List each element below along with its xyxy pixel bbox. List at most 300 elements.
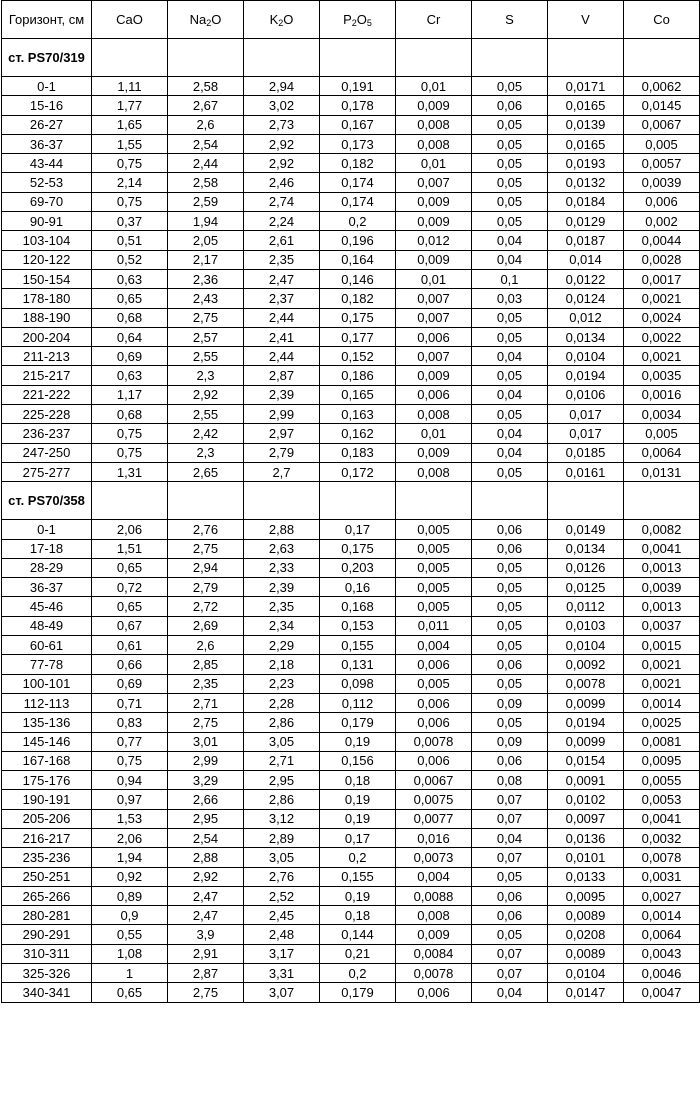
cell-horizon: 15-16	[2, 96, 92, 115]
table-row	[2, 308, 700, 327]
cell-k2o: 2,34	[244, 616, 320, 635]
cell-s: 0,05	[472, 192, 548, 211]
cell-p2o5: 0,16	[320, 578, 396, 597]
cell-p2o5: 0,19	[320, 809, 396, 828]
cell-v: 0,0099	[548, 693, 624, 712]
cell-cr: 0,011	[396, 616, 472, 635]
table-row	[2, 655, 700, 674]
cell-horizon: 45-46	[2, 597, 92, 616]
cell-co: 0,0022	[624, 327, 700, 346]
cell-cr: 0,009	[396, 212, 472, 231]
table-row	[2, 115, 700, 134]
cell-p2o5: 0,182	[320, 289, 396, 308]
cell-k2o: 2,73	[244, 115, 320, 134]
table-row	[2, 250, 700, 269]
cell-na2o: 2,3	[168, 366, 244, 385]
table-body	[2, 39, 700, 1003]
cell-cr: 0,007	[396, 289, 472, 308]
cell-s: 0,06	[472, 751, 548, 770]
cell-horizon: 69-70	[2, 192, 92, 211]
cell-co: 0,0021	[624, 347, 700, 366]
table-row	[2, 77, 700, 96]
cell-horizon: 167-168	[2, 751, 92, 770]
cell-horizon: 28-29	[2, 558, 92, 577]
cell-horizon: 178-180	[2, 289, 92, 308]
cell-k2o: 3,17	[244, 944, 320, 963]
cell-na2o: 2,42	[168, 424, 244, 443]
table-row	[2, 289, 700, 308]
cell-cr: 0,008	[396, 462, 472, 481]
cell-v: 0,0125	[548, 578, 624, 597]
table-row	[2, 558, 700, 577]
cell-p2o5: 0,112	[320, 693, 396, 712]
cell-na2o: 3,01	[168, 732, 244, 751]
cell-cao: 1	[92, 964, 168, 983]
cell-cao: 2,14	[92, 173, 168, 192]
cell-cr: 0,007	[396, 347, 472, 366]
cell-cr: 0,0073	[396, 848, 472, 867]
station-empty-cell	[244, 39, 320, 77]
cell-p2o5: 0,17	[320, 520, 396, 539]
cell-k2o: 2,86	[244, 713, 320, 732]
table-row	[2, 192, 700, 211]
table-row	[2, 809, 700, 828]
header-na2o-sub: 2	[206, 18, 212, 28]
cell-horizon: 190-191	[2, 790, 92, 809]
cell-na2o: 2,79	[168, 578, 244, 597]
cell-p2o5: 0,178	[320, 96, 396, 115]
cell-p2o5: 0,191	[320, 77, 396, 96]
table-row	[2, 693, 700, 712]
header-k2o-sub: 2	[278, 18, 284, 28]
station-empty-cell	[472, 39, 548, 77]
table-row	[2, 925, 700, 944]
cell-k2o: 2,86	[244, 790, 320, 809]
table-row	[2, 578, 700, 597]
table-row	[2, 828, 700, 847]
cell-s: 0,05	[472, 366, 548, 385]
station-empty-cell	[548, 482, 624, 520]
table-row	[2, 886, 700, 905]
cell-p2o5: 0,163	[320, 405, 396, 424]
cell-co: 0,0015	[624, 636, 700, 655]
cell-p2o5: 0,19	[320, 790, 396, 809]
cell-co: 0,0067	[624, 115, 700, 134]
cell-cao: 0,52	[92, 250, 168, 269]
cell-co: 0,0032	[624, 828, 700, 847]
cell-cao: 0,97	[92, 790, 168, 809]
cell-s: 0,05	[472, 597, 548, 616]
cell-co: 0,0031	[624, 867, 700, 886]
table-row	[2, 906, 700, 925]
cell-horizon: 265-266	[2, 886, 92, 905]
cell-k2o: 2,71	[244, 751, 320, 770]
cell-co: 0,0039	[624, 173, 700, 192]
header-v: V	[548, 1, 624, 39]
cell-k2o: 2,44	[244, 347, 320, 366]
cell-p2o5: 0,2	[320, 212, 396, 231]
cell-k2o: 2,61	[244, 231, 320, 250]
cell-na2o: 2,54	[168, 828, 244, 847]
table-row	[2, 713, 700, 732]
cell-v: 0,0165	[548, 134, 624, 153]
cell-co: 0,0017	[624, 269, 700, 288]
header-p2o5	[320, 1, 396, 39]
cell-cr: 0,006	[396, 713, 472, 732]
header-horizon: Горизонт, см	[2, 1, 92, 39]
cell-cao: 0,65	[92, 983, 168, 1002]
cell-cao: 0,69	[92, 674, 168, 693]
cell-v: 0,0091	[548, 771, 624, 790]
cell-k2o: 2,44	[244, 308, 320, 327]
cell-cao: 0,63	[92, 366, 168, 385]
cell-k2o: 2,35	[244, 250, 320, 269]
cell-p2o5: 0,203	[320, 558, 396, 577]
table-row	[2, 539, 700, 558]
cell-s: 0,07	[472, 848, 548, 867]
cell-cr: 0,009	[396, 96, 472, 115]
cell-p2o5: 0,21	[320, 944, 396, 963]
cell-cr: 0,005	[396, 520, 472, 539]
table-row	[2, 327, 700, 346]
cell-cao: 0,51	[92, 231, 168, 250]
cell-cr: 0,006	[396, 693, 472, 712]
cell-horizon: 221-222	[2, 385, 92, 404]
cell-cao: 2,06	[92, 828, 168, 847]
cell-na2o: 2,92	[168, 867, 244, 886]
cell-na2o: 2,87	[168, 964, 244, 983]
table-row	[2, 212, 700, 231]
cell-cr: 0,012	[396, 231, 472, 250]
cell-v: 0,0097	[548, 809, 624, 828]
cell-s: 0,05	[472, 212, 548, 231]
cell-co: 0,0145	[624, 96, 700, 115]
cell-cr: 0,009	[396, 366, 472, 385]
cell-cao: 1,51	[92, 539, 168, 558]
cell-na2o: 2,75	[168, 308, 244, 327]
header-cr: Cr	[396, 1, 472, 39]
cell-s: 0,05	[472, 462, 548, 481]
cell-cao: 0,65	[92, 289, 168, 308]
cell-k2o: 2,29	[244, 636, 320, 655]
cell-s: 0,05	[472, 173, 548, 192]
cell-co: 0,0053	[624, 790, 700, 809]
cell-k2o: 2,28	[244, 693, 320, 712]
table-row	[2, 366, 700, 385]
table-row	[2, 616, 700, 635]
cell-v: 0,0134	[548, 327, 624, 346]
cell-na2o: 2,47	[168, 906, 244, 925]
header-na2o	[168, 1, 244, 39]
cell-s: 0,05	[472, 867, 548, 886]
header-row	[2, 1, 700, 39]
station-row	[2, 482, 700, 520]
cell-p2o5: 0,19	[320, 732, 396, 751]
cell-na2o: 2,55	[168, 405, 244, 424]
table-row	[2, 944, 700, 963]
cell-co: 0,005	[624, 134, 700, 153]
cell-k2o: 2,45	[244, 906, 320, 925]
cell-v: 0,0103	[548, 616, 624, 635]
cell-co: 0,0064	[624, 443, 700, 462]
cell-v: 0,0185	[548, 443, 624, 462]
cell-cr: 0,008	[396, 134, 472, 153]
cell-k2o: 2,74	[244, 192, 320, 211]
cell-horizon: 0-1	[2, 77, 92, 96]
cell-v: 0,0092	[548, 655, 624, 674]
cell-cr: 0,007	[396, 308, 472, 327]
cell-na2o: 2,6	[168, 115, 244, 134]
cell-v: 0,014	[548, 250, 624, 269]
cell-co: 0,0055	[624, 771, 700, 790]
cell-co: 0,002	[624, 212, 700, 231]
cell-na2o: 2,66	[168, 790, 244, 809]
cell-cr: 0,0078	[396, 964, 472, 983]
cell-na2o: 2,75	[168, 983, 244, 1002]
cell-v: 0,0101	[548, 848, 624, 867]
cell-co: 0,0021	[624, 674, 700, 693]
cell-k2o: 2,79	[244, 443, 320, 462]
station-empty-cell	[396, 482, 472, 520]
cell-cao: 2,06	[92, 520, 168, 539]
cell-horizon: 145-146	[2, 732, 92, 751]
cell-co: 0,0064	[624, 925, 700, 944]
station-label: ст. PS70/319	[2, 39, 92, 77]
cell-s: 0,05	[472, 616, 548, 635]
cell-p2o5: 0,175	[320, 539, 396, 558]
cell-v: 0,0106	[548, 385, 624, 404]
cell-horizon: 188-190	[2, 308, 92, 327]
cell-horizon: 17-18	[2, 539, 92, 558]
cell-cao: 0,68	[92, 405, 168, 424]
cell-k2o: 2,99	[244, 405, 320, 424]
cell-horizon: 36-37	[2, 134, 92, 153]
table-row	[2, 674, 700, 693]
cell-v: 0,0208	[548, 925, 624, 944]
cell-co: 0,0095	[624, 751, 700, 770]
cell-na2o: 2,91	[168, 944, 244, 963]
cell-horizon: 36-37	[2, 578, 92, 597]
header-p2o5-sub2: 5	[366, 18, 372, 28]
station-empty-cell	[320, 39, 396, 77]
header-k2o	[244, 1, 320, 39]
cell-k2o: 2,39	[244, 385, 320, 404]
cell-k2o: 2,41	[244, 327, 320, 346]
cell-na2o: 2,67	[168, 96, 244, 115]
cell-p2o5: 0,196	[320, 231, 396, 250]
cell-p2o5: 0,168	[320, 597, 396, 616]
cell-k2o: 2,48	[244, 925, 320, 944]
table-row	[2, 867, 700, 886]
cell-s: 0,06	[472, 520, 548, 539]
cell-horizon: 310-311	[2, 944, 92, 963]
cell-k2o: 3,05	[244, 848, 320, 867]
cell-p2o5: 0,131	[320, 655, 396, 674]
cell-cr: 0,005	[396, 674, 472, 693]
station-empty-cell	[244, 482, 320, 520]
header-co: Co	[624, 1, 700, 39]
cell-cr: 0,006	[396, 655, 472, 674]
cell-na2o: 3,9	[168, 925, 244, 944]
cell-k2o: 3,31	[244, 964, 320, 983]
cell-p2o5: 0,155	[320, 636, 396, 655]
cell-horizon: 135-136	[2, 713, 92, 732]
cell-na2o: 2,99	[168, 751, 244, 770]
cell-k2o: 2,89	[244, 828, 320, 847]
cell-v: 0,0102	[548, 790, 624, 809]
station-empty-cell	[548, 39, 624, 77]
cell-s: 0,04	[472, 250, 548, 269]
cell-cr: 0,004	[396, 867, 472, 886]
cell-v: 0,0122	[548, 269, 624, 288]
station-empty-cell	[624, 39, 700, 77]
cell-co: 0,0014	[624, 693, 700, 712]
station-empty-cell	[472, 482, 548, 520]
cell-cao: 0,66	[92, 655, 168, 674]
cell-horizon: 90-91	[2, 212, 92, 231]
cell-cao: 0,75	[92, 192, 168, 211]
table-row	[2, 96, 700, 115]
header-s: S	[472, 1, 548, 39]
cell-horizon: 77-78	[2, 655, 92, 674]
cell-p2o5: 0,2	[320, 964, 396, 983]
cell-horizon: 236-237	[2, 424, 92, 443]
table-row	[2, 732, 700, 751]
cell-s: 0,05	[472, 636, 548, 655]
cell-p2o5: 0,19	[320, 886, 396, 905]
cell-k2o: 3,05	[244, 732, 320, 751]
cell-p2o5: 0,152	[320, 347, 396, 366]
cell-na2o: 2,65	[168, 462, 244, 481]
cell-na2o: 2,95	[168, 809, 244, 828]
cell-v: 0,0132	[548, 173, 624, 192]
cell-co: 0,005	[624, 424, 700, 443]
cell-k2o: 2,18	[244, 655, 320, 674]
cell-co: 0,0021	[624, 655, 700, 674]
cell-s: 0,07	[472, 790, 548, 809]
cell-k2o: 2,95	[244, 771, 320, 790]
cell-cr: 0,006	[396, 385, 472, 404]
cell-s: 0,07	[472, 964, 548, 983]
cell-cao: 0,75	[92, 443, 168, 462]
cell-horizon: 247-250	[2, 443, 92, 462]
cell-p2o5: 0,183	[320, 443, 396, 462]
cell-k2o: 2,97	[244, 424, 320, 443]
table-row	[2, 771, 700, 790]
cell-co: 0,0131	[624, 462, 700, 481]
cell-cao: 0,89	[92, 886, 168, 905]
cell-co: 0,0078	[624, 848, 700, 867]
cell-k2o: 2,47	[244, 269, 320, 288]
cell-horizon: 60-61	[2, 636, 92, 655]
cell-co: 0,006	[624, 192, 700, 211]
cell-v: 0,017	[548, 424, 624, 443]
cell-v: 0,0089	[548, 906, 624, 925]
cell-cao: 0,77	[92, 732, 168, 751]
header-na2o-base: Na	[189, 12, 207, 27]
cell-cr: 0,004	[396, 636, 472, 655]
cell-co: 0,0046	[624, 964, 700, 983]
cell-co: 0,0028	[624, 250, 700, 269]
cell-cr: 0,0067	[396, 771, 472, 790]
cell-cr: 0,0077	[396, 809, 472, 828]
cell-s: 0,06	[472, 96, 548, 115]
cell-horizon: 225-228	[2, 405, 92, 424]
cell-cr: 0,005	[396, 539, 472, 558]
cell-horizon: 120-122	[2, 250, 92, 269]
table-row	[2, 790, 700, 809]
cell-cr: 0,005	[396, 558, 472, 577]
table-row	[2, 848, 700, 867]
table-row	[2, 231, 700, 250]
station-row	[2, 39, 700, 77]
cell-s: 0,05	[472, 115, 548, 134]
cell-cr: 0,009	[396, 925, 472, 944]
cell-horizon: 26-27	[2, 115, 92, 134]
cell-co: 0,0035	[624, 366, 700, 385]
header-cao: CaO	[92, 1, 168, 39]
table-row	[2, 173, 700, 192]
table-row	[2, 636, 700, 655]
header-p2o5-base: P	[343, 12, 352, 27]
cell-k2o: 2,92	[244, 134, 320, 153]
cell-s: 0,07	[472, 944, 548, 963]
cell-v: 0,0104	[548, 636, 624, 655]
cell-cao: 1,31	[92, 462, 168, 481]
cell-s: 0,03	[472, 289, 548, 308]
cell-p2o5: 0,173	[320, 134, 396, 153]
cell-cao: 1,17	[92, 385, 168, 404]
header-p2o5-mid: O	[356, 12, 367, 27]
station-empty-cell	[624, 482, 700, 520]
cell-s: 0,06	[472, 886, 548, 905]
cell-v: 0,0154	[548, 751, 624, 770]
cell-v: 0,0147	[548, 983, 624, 1002]
table-row	[2, 520, 700, 539]
cell-cr: 0,008	[396, 405, 472, 424]
cell-cr: 0,007	[396, 173, 472, 192]
cell-k2o: 3,12	[244, 809, 320, 828]
cell-s: 0,06	[472, 906, 548, 925]
cell-k2o: 2,92	[244, 154, 320, 173]
cell-na2o: 2,71	[168, 693, 244, 712]
cell-p2o5: 0,165	[320, 385, 396, 404]
cell-na2o: 2,44	[168, 154, 244, 173]
cell-p2o5: 0,172	[320, 462, 396, 481]
cell-p2o5: 0,164	[320, 250, 396, 269]
cell-p2o5: 0,146	[320, 269, 396, 288]
cell-horizon: 150-154	[2, 269, 92, 288]
cell-na2o: 1,94	[168, 212, 244, 231]
cell-s: 0,05	[472, 134, 548, 153]
cell-k2o: 2,46	[244, 173, 320, 192]
cell-cr: 0,0075	[396, 790, 472, 809]
cell-k2o: 2,24	[244, 212, 320, 231]
cell-cr: 0,01	[396, 154, 472, 173]
cell-p2o5: 0,17	[320, 828, 396, 847]
cell-s: 0,05	[472, 674, 548, 693]
cell-v: 0,0136	[548, 828, 624, 847]
cell-k2o: 3,02	[244, 96, 320, 115]
cell-co: 0,0081	[624, 732, 700, 751]
cell-p2o5: 0,174	[320, 192, 396, 211]
cell-s: 0,04	[472, 347, 548, 366]
table-row	[2, 405, 700, 424]
cell-na2o: 2,75	[168, 713, 244, 732]
cell-na2o: 2,76	[168, 520, 244, 539]
cell-cao: 0,64	[92, 327, 168, 346]
cell-s: 0,05	[472, 713, 548, 732]
